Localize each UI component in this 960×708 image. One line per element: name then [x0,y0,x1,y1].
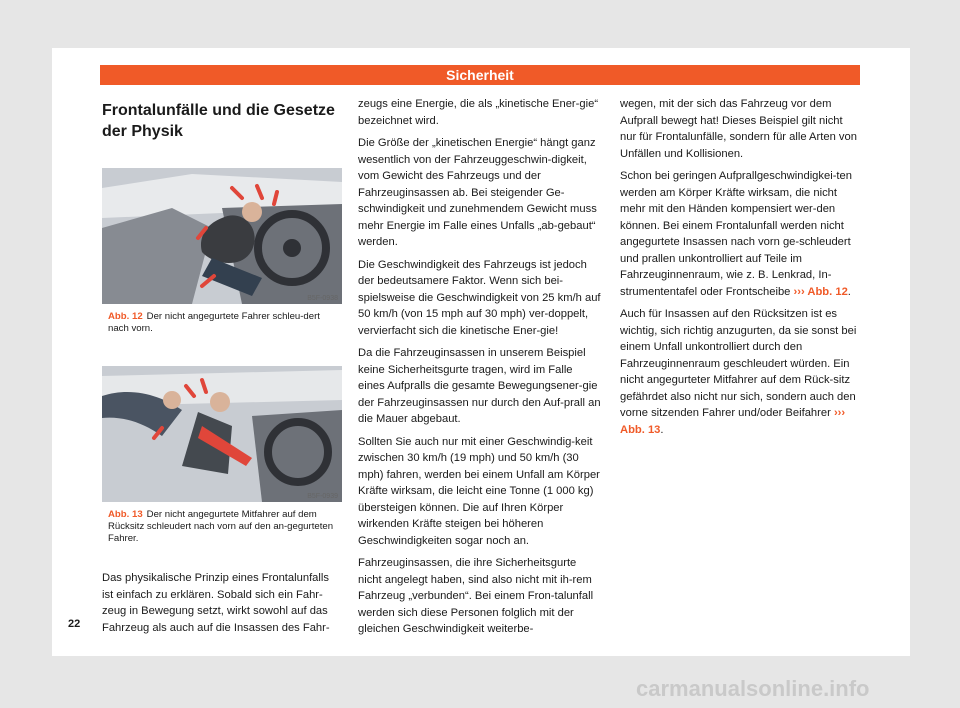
text-column-3 [620,96,860,444]
figure-code: B5F-0939 [307,493,338,500]
paragraph-text: Schon bei geringen Aufprallgeschwindigkei-ten werden am Körper Kräfte wirksam, die nicht mehr mit den Händen kompensiert wer-den können. Bei einem Frontalunfall werden nicht angegurtete Insassen nach vorn ge-schleudert und prallen unkontrolliert auf Teile im Fahrzeuginnenraum, wie z. B. Lenkrad, In-strumententafel oder Frontscheibe [620,170,852,298]
paragraph: Die Geschwindigkeit des Fahrzeugs ist jedoch der bedeutsamere Faktor. Wenn sich bei-spielsweise die Geschwindigkeit von 25 km/h auf 50 km/h (von 15 mph auf 30 mph) ver-doppelt, vervierfacht sich die kinetische Ener-gie! [358,258,601,337]
crash-illustration-driver-icon [102,168,342,304]
paragraph: Die Größe der „kinetischen Energie“ hängt ganz wesentlich von der Fahrzeuggeschwin-digkeit, vom Gewicht des Fahrzeugs und der Fahrzeuginsassen ab. Bei steigender Ge-schwindigkeit und zunehmendem Gewicht muss mehr Energie im Falle eines Unfalls „ab-gebaut“ werden. [358,137,597,248]
figure-caption-text: Der nicht angegurtete Mitfahrer auf dem Rücksitz schleudert nach vorn auf den an-gegurteten Fahrer. [108,509,334,544]
figure-label: Abb. 13 [108,509,143,520]
paragraph-text: Auch für Insassen auf den Rücksitzen ist es wichtig, sich richtig anzugurten, da sie sonst bei einem Unfall unkontrolliert durch den Fahrzeuginnenraum geschleudert würden. Ein nicht angegurteter Mitfahrer auf dem Rück-sitz gefährdet also nicht nur sich, sondern auch den vorne sitzenden Fahrer und/oder Beifahrer [620,308,857,419]
paragraph: Sollten Sie auch nur mit einer Geschwindig-keit zwischen 30 km/h (19 mph) und 50 km/h (30 mph) fahren, werden bei einem Unfall am Körper Kräfte wirksam, die leicht eine Tonne (1 000 kg) übersteigen können. Die auf Ihren Körper wirkenden Kräfte steigen bei höheren Geschwindigkeiten sogar noch an. [358,435,600,547]
figure-caption [108,509,336,545]
paragraph: Fahrzeuginsassen, die ihre Sicherheitsgurte nicht angelegt haben, sind also nicht mit ih-rem Fahrzeug „verbunden“. Bei einem Fron-talunfall werden sich diese Personen folglich mit der gleichen Geschwindigkeit weiterbe- [358,557,594,635]
figure-caption-text: Der nicht angegurtete Fahrer schleu-dert nach vorn. [108,311,320,334]
text-column-1 [102,570,340,642]
punctuation: . [660,423,664,436]
crash-illustration-rear-passenger-icon [102,366,342,502]
figure-driver-crash [102,168,342,304]
section-title: Frontalunfälle und die Gesetze der Physik [102,102,335,140]
figure-label: Abb. 12 [108,311,143,322]
figure-rear-passenger-crash [102,366,342,502]
figure-caption [108,311,336,335]
paragraph: Das physikalische Prinzip eines Frontalunfalls ist einfach zu erklären. Sobald sich ein Fahr-zeug in Bewegung setzt, wirkt sowohl auf das Fahrzeug als auch auf die Insassen des Fahr- [102,572,330,634]
page-number: 22 [68,618,81,630]
figure-code: B5F-0938 [307,295,338,302]
figure-reference-link[interactable]: ››› Abb. 12 [793,285,848,298]
paragraph: Da die Fahrzeuginsassen in unserem Beispiel keine Sicherheitsgurte tragen, wird im Falle eines Aufpralls die gesamte Bewegungsener-gie der Fahrzeuginsassen nur durch den Auf-prall an die Mauer abgebaut. [358,347,601,425]
paragraph: zeugs eine Energie, die als „kinetische Ener-gie“ bezeichnet wird. [358,98,599,127]
chapter-header: Sicherheit [100,65,860,85]
paragraph [620,168,860,300]
paragraph: wegen, mit der sich das Fahrzeug vor dem Aufprall bewegt hat! Dieses Beispiel gilt nicht nur für Frontalunfälle, sondern für alle Arten von Unfällen und Kollisionen. [620,98,857,160]
figure-reference-link[interactable]: ››› Abb. 13 [620,407,846,436]
text-column-2 [358,96,602,644]
watermark: carmanualsonline.info [636,676,870,701]
punctuation: . [847,285,851,298]
paragraph [620,306,860,438]
